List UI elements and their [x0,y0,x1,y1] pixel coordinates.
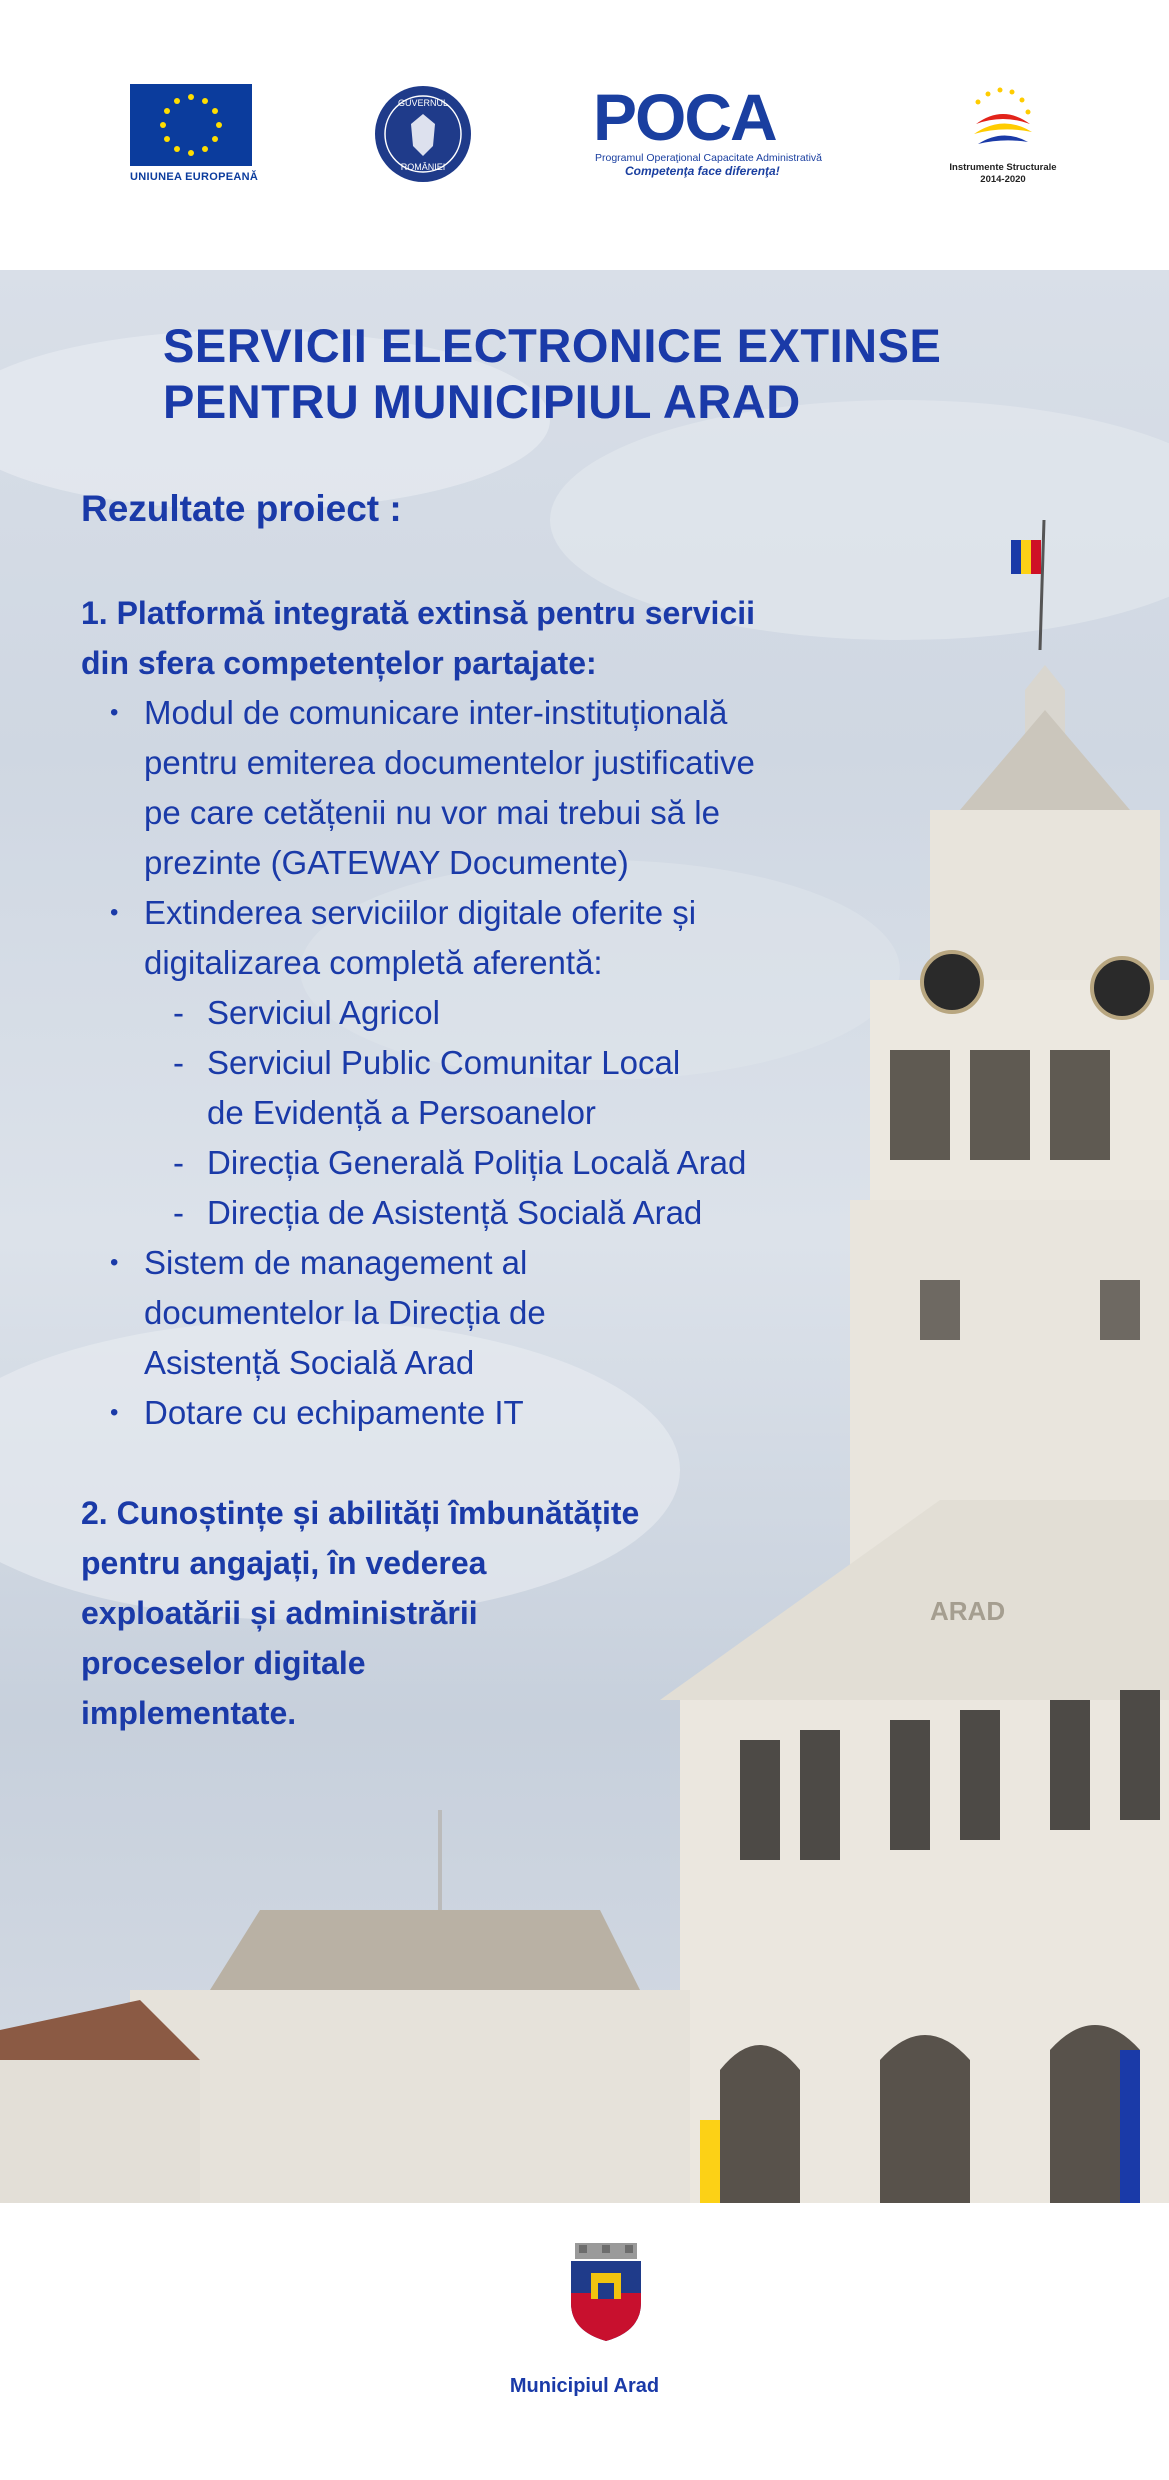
page-title: SERVICII ELECTRONICE EXTINSE PENTRU MUNICIPIUL ARAD [163,319,942,428]
poca-logo [593,80,823,179]
results-content [81,588,941,1738]
list-item: - Direcția de Asistență Socială Arad [144,1188,941,1238]
svg-text:ROMÂNIEI: ROMÂNIEI [400,162,446,172]
header-logos [0,0,1169,270]
eu-label: UNIUNEA EUROPEANĂ [130,171,259,183]
list-item: - Direcția Generală Poliția Locală Arad [144,1138,941,1188]
list-item: • Dotare cu echipamente IT [81,1388,941,1438]
structural-instruments-icon [938,84,1068,160]
poca-title: POCA [593,80,776,154]
section-2-title: 2. Cunoștințe și abilități îmbunătățite pentru angajați, în vederea exploatării și administrării proceselor digitale implementate. [81,1495,640,1731]
section-1-title: 1. Platformă integrată extinsă pentru servicii din sfera competențelor partajate: [81,595,756,681]
footer [0,2203,1169,2480]
svg-text:GUVERNUL: GUVERNUL [397,98,449,108]
section-1-list [81,688,941,1438]
list-item: - Serviciul Public Comunitar Local de Evidență a Persoanelor [144,1038,941,1138]
list-item: • Modul de comunicare inter-instituțională pentru emiterea documentelor justificative pe care cetățenii nu vor mai trebui să le prezinte (GATEWAY Documente) [81,688,941,888]
list-item: • Sistem de management al documentelor la Direcția de Asistență Socială Arad [81,1238,941,1388]
poca-tagline: Competenţa face diferenţa! [625,164,780,178]
structural-instruments-label: Instrumente Structurale 2014-2020 [949,162,1057,185]
results-heading: Rezultate proiect : [81,488,402,529]
arad-coat-of-arms-icon [565,2243,647,2341]
list-item: - Serviciul Agricol [144,988,941,1038]
footer-label: Municipiul Arad [509,2375,660,2397]
eu-flag-icon [130,84,252,166]
services-sublist [144,988,941,1238]
romanian-government-seal-icon [375,86,471,182]
list-item: • Extinderea serviciilor digitale oferite și digitalizarea completă aferentă: - Serviciul Agricol - Serviciul Public Comunitar Local de Evidență a Persoanelor - Direcția Generală Poliția Locală Arad - Direcția de Asistență Socială Arad [81,888,941,1238]
building-inscription: ARAD [930,1596,1006,1626]
structural-instruments-logo [938,84,1068,184]
main-panel [0,270,1169,2203]
poca-subtitle: Programul Operaţional Capacitate Administrativă [595,152,823,164]
